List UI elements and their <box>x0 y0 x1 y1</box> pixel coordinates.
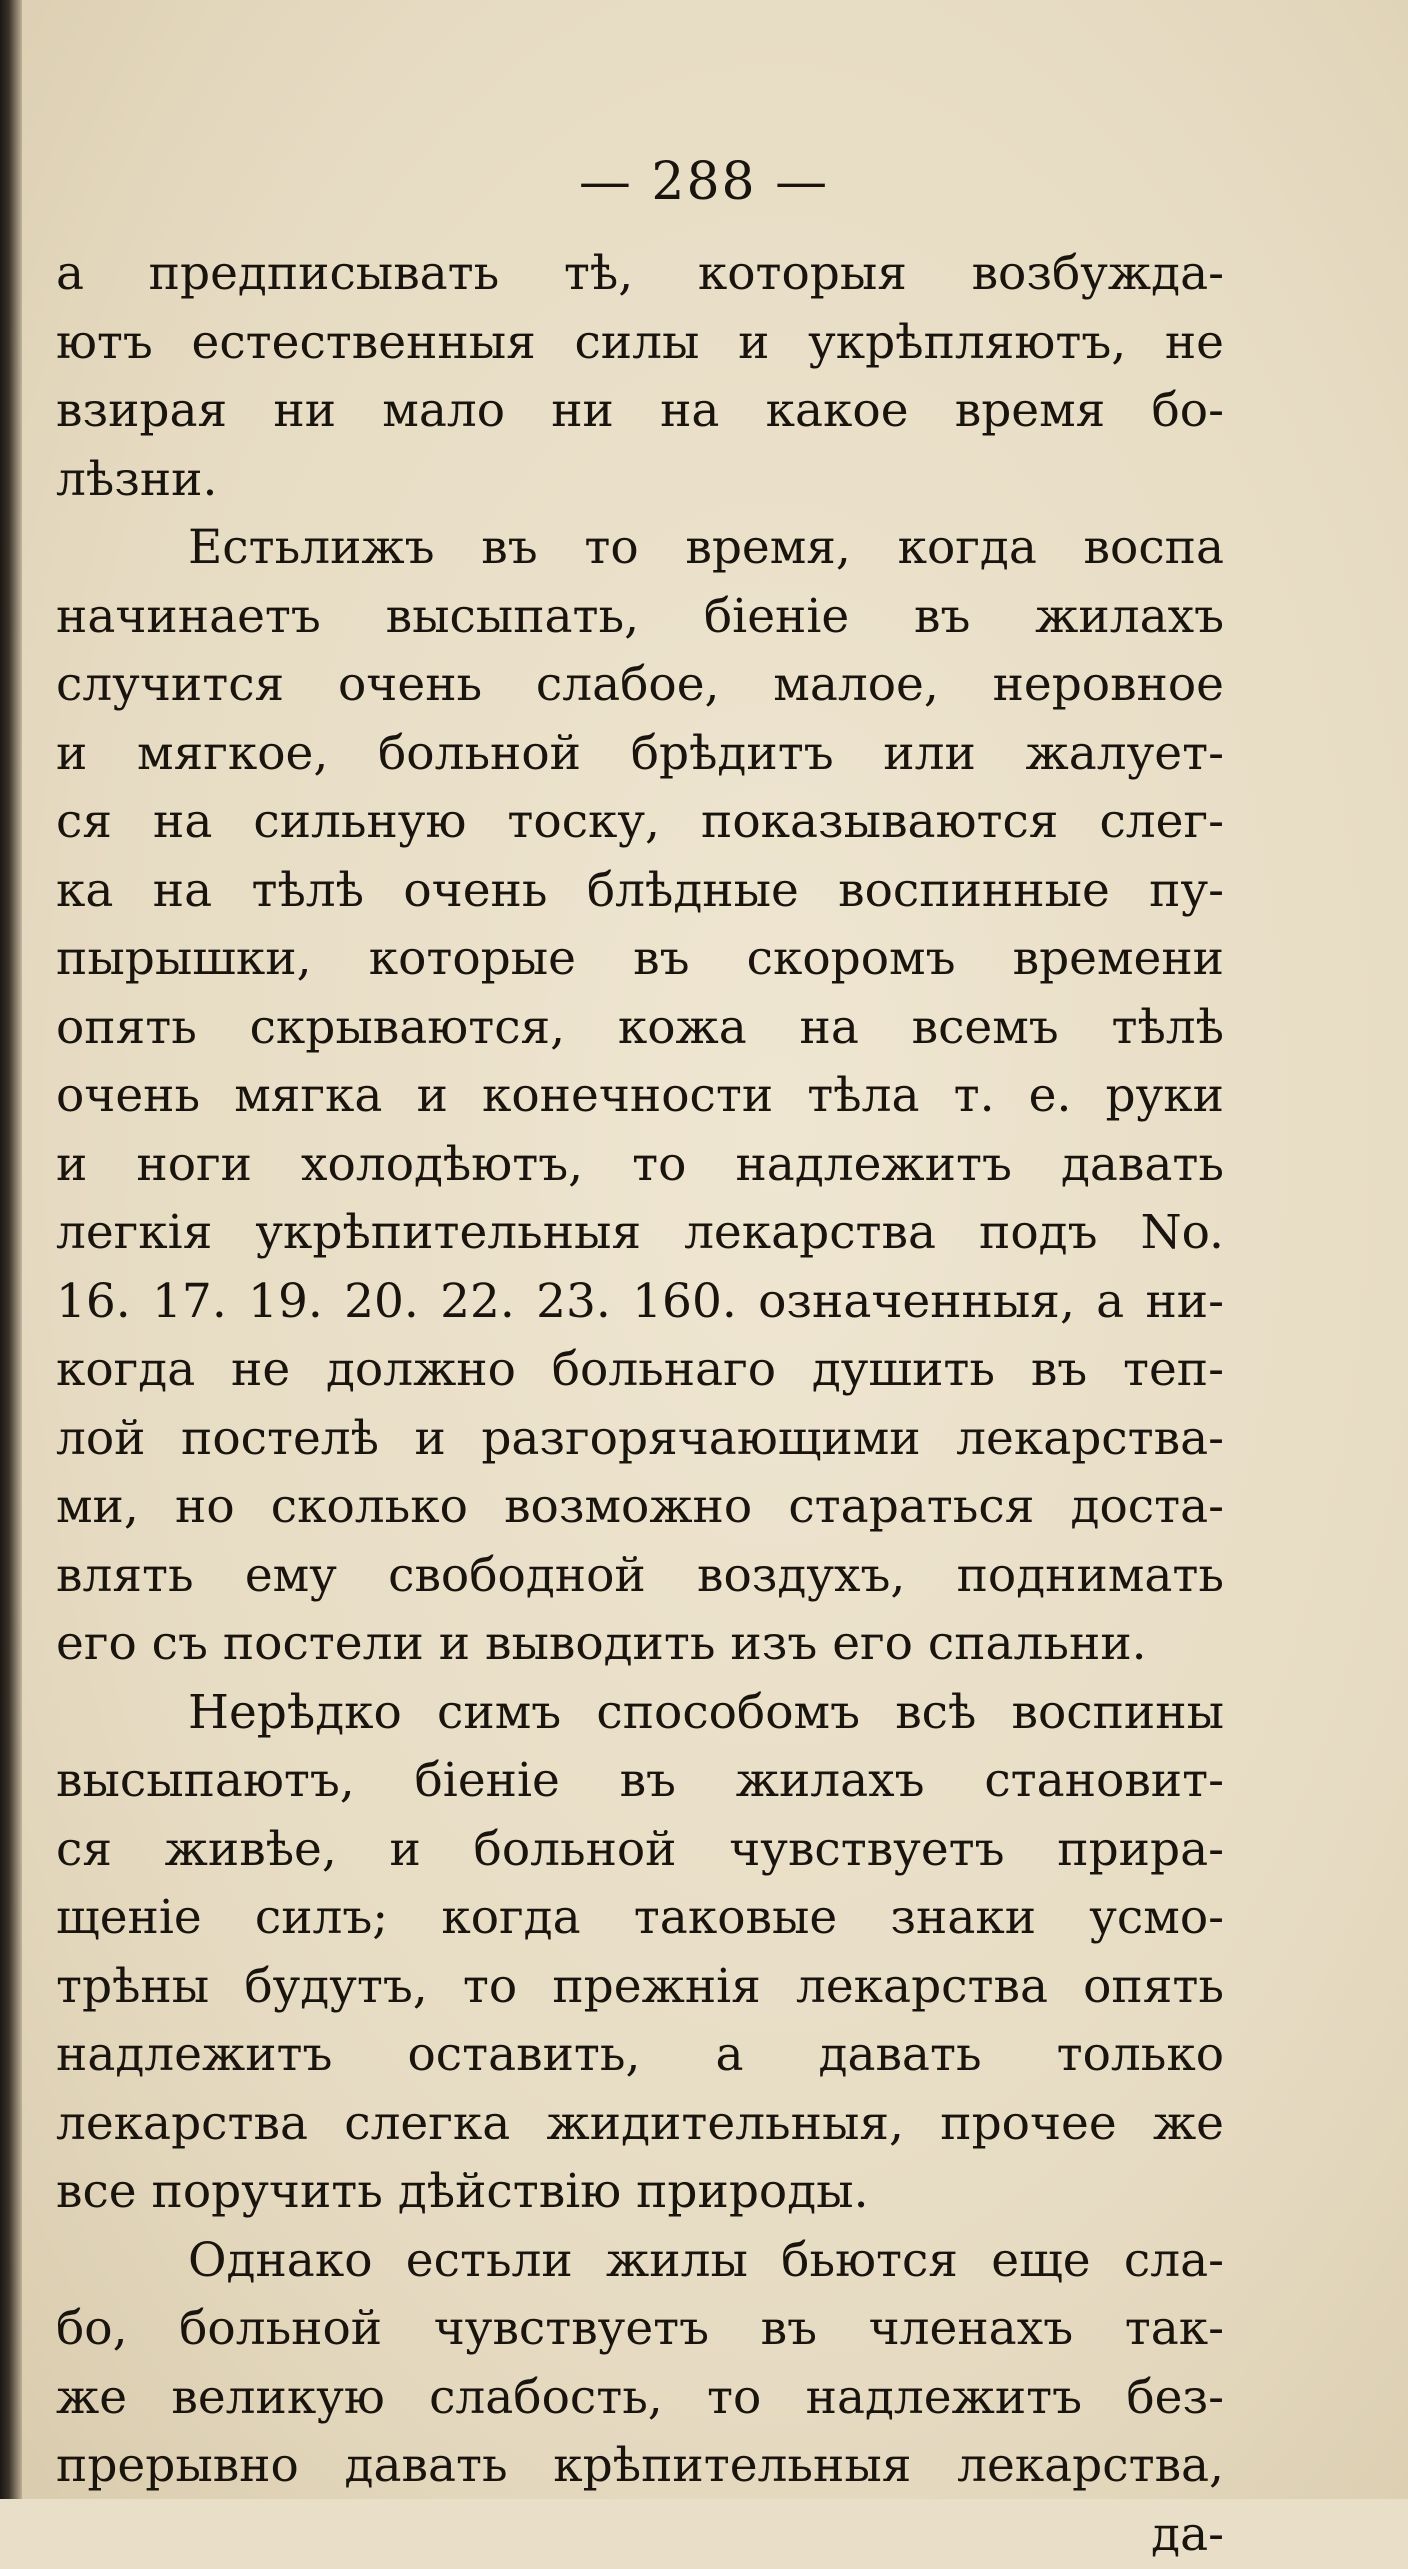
page-number: — 288 — <box>0 150 1408 214</box>
text-line: и мягкое, больной брѣдитъ или жалует- <box>56 720 1224 789</box>
text-line: начинаетъ высыпать, біеніе въ жилахъ <box>56 583 1224 652</box>
text-line: ка на тѣлѣ очень блѣдные воспинные пу- <box>56 857 1224 926</box>
text-line: его съ постели и выводить изъ его спальни. <box>56 1610 1224 1679</box>
text-line: прерывно давать крѣпительныя лекарства, <box>56 2432 1224 2501</box>
text-line: лой постелѣ и разгорячающими лекарства- <box>56 1405 1224 1474</box>
text-line: ми, но сколько возможно стараться доста- <box>56 1473 1224 1542</box>
text-line: а предписывать тѣ, которыя возбужда- <box>56 240 1224 309</box>
text-line: лѣзни. <box>56 446 1224 515</box>
text-line: ся на сильную тоску, показываются слег- <box>56 788 1224 857</box>
text-line: ся живѣе, и больной чувствуетъ прира- <box>56 1816 1224 1885</box>
text-line: 16. 17. 19. 20. 22. 23. 160. означенныя, а ни- <box>56 1268 1224 1337</box>
text-line: случится очень слабое, малое, неровное <box>56 651 1224 720</box>
text-line: очень мягка и конечности тѣла т. е. руки <box>56 1062 1224 1131</box>
text-line: щеніе силъ; когда таковые знаки усмо- <box>56 1884 1224 1953</box>
body-text <box>56 240 1224 2569</box>
text-line: бо, больной чувствуетъ въ членахъ так- <box>56 2295 1224 2364</box>
catchword: да- <box>56 2501 1224 2569</box>
text-line: надлежитъ оставить, а давать только <box>56 2021 1224 2090</box>
text-line: влять ему свободной воздухъ, поднимать <box>56 1542 1224 1611</box>
text-line: легкія укрѣпительныя лекарства подъ No. <box>56 1199 1224 1268</box>
binding-shadow <box>0 0 22 2499</box>
text-line: же великую слабость, то надлежитъ без- <box>56 2364 1224 2433</box>
text-line: Однако естьли жилы бьются еще сла- <box>56 2227 1224 2296</box>
text-line: Естьлижъ въ то время, когда воспа <box>56 514 1224 583</box>
text-line: пырышки, которые въ скоромъ времени <box>56 925 1224 994</box>
text-line: все поручить дѣйствію природы. <box>56 2158 1224 2227</box>
text-line: и ноги холодѣютъ, то надлежитъ давать <box>56 1131 1224 1200</box>
text-line: высыпаютъ, біеніе въ жилахъ становит- <box>56 1747 1224 1816</box>
text-line: когда не должно больнаго душить въ теп- <box>56 1336 1224 1405</box>
text-line: трѣны будутъ, то прежнія лекарства опять <box>56 1953 1224 2022</box>
text-line: Нерѣдко симъ способомъ всѣ воспины <box>56 1679 1224 1748</box>
text-line: ютъ естественныя силы и укрѣпляютъ, не <box>56 309 1224 378</box>
text-line: взирая ни мало ни на какое время бо- <box>56 377 1224 446</box>
text-line: лекарства слегка жидительныя, прочее же <box>56 2090 1224 2159</box>
text-line: опять скрываются, кожа на всемъ тѣлѣ <box>56 994 1224 1063</box>
